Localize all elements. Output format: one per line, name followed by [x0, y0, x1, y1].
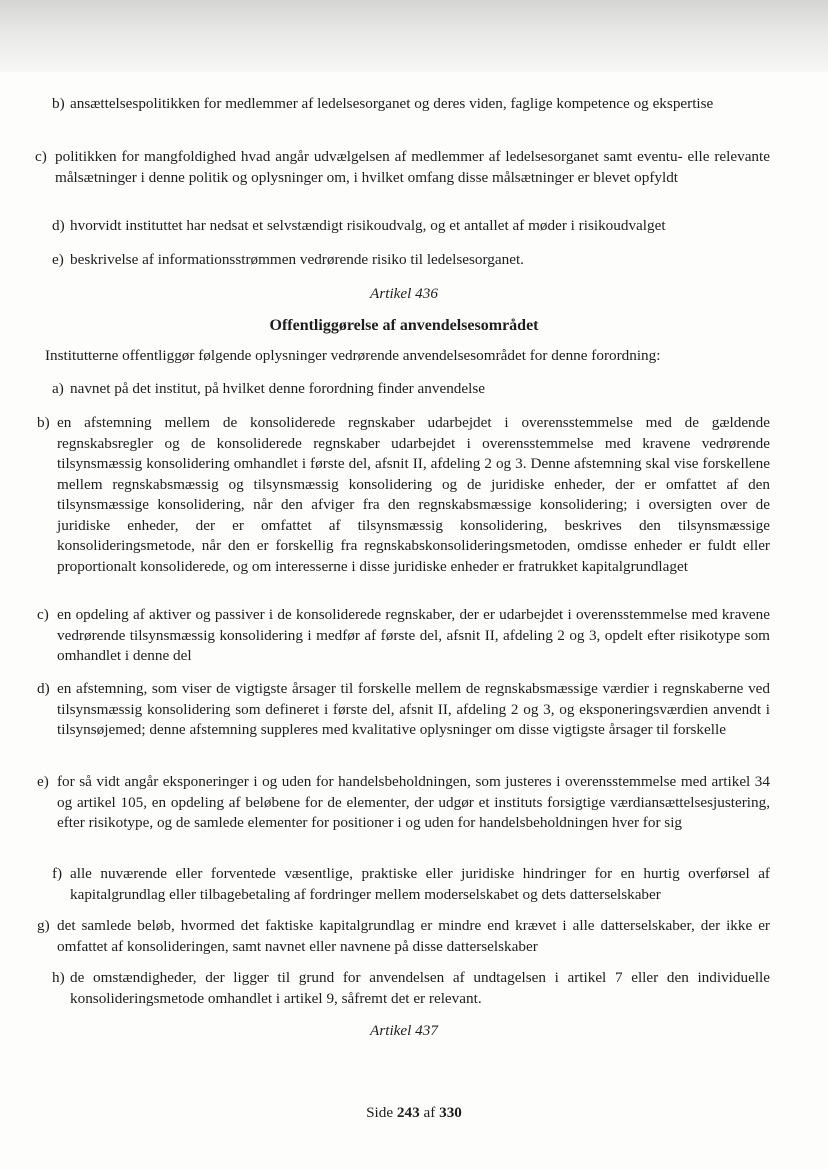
list-text: beskrivelse af informationsstrømmen vedrørende risiko til ledelsesorganet. — [70, 251, 524, 268]
list-text: en afstemning, som viser de vigtigste årsager til forskelle mellem de regnskabsmæssige værdier i regnskaberne ved tilsynsmæssig konsolidering som defineret i første del, afsnit II, afdeling 2 og 3, og eksponeringsværdien anvendt i tilsynsøjemed; denne afstemning suppleres med kvalitative oplysninger om disse vigtigste årsager til forskelle — [57, 680, 770, 738]
list-text: hvorvidt instituttet har nedsat et selvstændigt risikoudvalg, og et antallet af møder i risikoudvalget — [70, 217, 666, 234]
list-label: a) — [52, 380, 64, 397]
article-436-intro: Institutterne offentliggør følgende oplysninger vedrørende anvendelsesområdet for denne forordning: — [45, 347, 661, 364]
list-item-top-d — [52, 216, 770, 237]
article-436-title: Artikel 436 — [370, 285, 438, 302]
list-item-h — [52, 968, 770, 1009]
page-number — [0, 1103, 828, 1124]
list-item-top-e — [52, 250, 770, 271]
page-middle: af — [423, 1104, 436, 1121]
list-text: alle nuværende eller forventede væsentlige, praktiske eller juridiske hindringer for en hurtig overførsel af kapitalgrundlag eller tilbagebetaling af fordringer mellem moderselskabet og dets datterselskaber — [70, 865, 770, 903]
list-text: en afstemning mellem de konsoliderede regnskaber udarbejdet i overensstemmelse med de gældende regnskabsregler og de konsoliderede regnskaber udarbejdet i overensstemmelse med kravene vedrørende tilsynsmæssig konsolidering omhandlet i første del, afsnit II, afdeling 2 og 3. Denne afstemning skal vise forskellene mellem regnskabsmæssig og tilsynsmæssig konsolidering og de juridiske enheder, der er omfattet af den tilsynsmæssige konsolidering, når den afviger fra den regnskabsmæssige konsolidering; i oversigten over de juridiske enheder, der er omfattet af tilsynsmæssig konsolidering, beskrives den tilsynsmæssige konsolideringsmetode, når den er forskellig fra regnskabskonsolideringsmetoden, omdisse enheder er fuldt eller proportionalt konsoliderede, og om interesserne i disse juridiske enheder er fratrukket kapitalgrundlaget — [57, 414, 770, 575]
list-text: navnet på det institut, på hvilket denne forordning finder anvendelse — [70, 380, 486, 397]
article-437-title: Artikel 437 — [370, 1022, 438, 1039]
list-label: e) — [37, 773, 49, 790]
list-text: ansættelsespolitikken for medlemmer af ledelsesorganet og deres viden, faglige kompetence og ekspertise — [70, 95, 714, 112]
list-label: c) — [35, 148, 47, 165]
list-item-a — [52, 379, 770, 400]
list-label: h) — [52, 969, 65, 986]
list-item-f — [52, 864, 770, 905]
list-item-top-b — [52, 94, 770, 115]
list-label: b) — [37, 414, 50, 431]
list-label: d) — [52, 217, 65, 234]
page-prefix: Side — [366, 1104, 394, 1121]
list-label: b) — [52, 95, 65, 112]
total-pages: 330 — [439, 1104, 462, 1121]
list-text: en opdeling af aktiver og passiver i de konsoliderede regnskaber, der er udarbejdet i overensstemmelse med kravene vedrørende tilsynsmæssig konsolidering i medfør af første del, afsnit II, afdeling 2 og 3, opdelt efter risikotype som omhandlet i denne del — [57, 606, 770, 664]
list-label: g) — [37, 917, 50, 934]
list-text: politikken for mangfoldighed hvad angår udvælgelsen af medlemmer af ledelsesorganet samt eventu- elle relevante målsætninger i denne politik og oplysninger om, i hvilket omfang disse målsætninger er blevet opfyldt — [55, 148, 770, 186]
list-label: c) — [37, 606, 49, 623]
list-item-b — [37, 413, 770, 577]
current-page: 243 — [396, 1104, 420, 1121]
list-item-g — [37, 916, 770, 957]
list-label: f) — [52, 865, 63, 882]
list-item-c — [37, 605, 770, 667]
list-label: e) — [52, 251, 64, 268]
list-text: det samlede beløb, hvormed det faktiske kapitalgrundlag er mindre end krævet i alle datterselskaber, der ikke er omfattet af konsolideringen, samt navnet eller navnene på disse datterselskaber — [57, 917, 770, 955]
list-item-top-c — [35, 147, 770, 188]
list-item-d — [37, 679, 770, 741]
list-item-e — [37, 772, 770, 834]
list-text: de omstændigheder, der ligger til grund for anvendelsen af undtagelsen i artikel 7 eller den individuelle konsolideringsmetode omhandlet i artikel 9, såfremt det er relevant. — [70, 969, 770, 1007]
list-text: for så vidt angår eksponeringer i og uden for handelsbeholdningen, som justeres i overensstemmelse med artikel 34 og artikel 105, en opdeling af beløbene for de elementer, der udgør et instituts forsigtige værdiansættelsesjustering, efter risikotype, og de samlede elementer for positioner i og uden for handelsbeholdningen hver for sig — [57, 773, 770, 831]
article-436-heading: Offentliggørelse af anvendelsesområdet — [269, 317, 539, 334]
list-label: d) — [37, 680, 50, 697]
